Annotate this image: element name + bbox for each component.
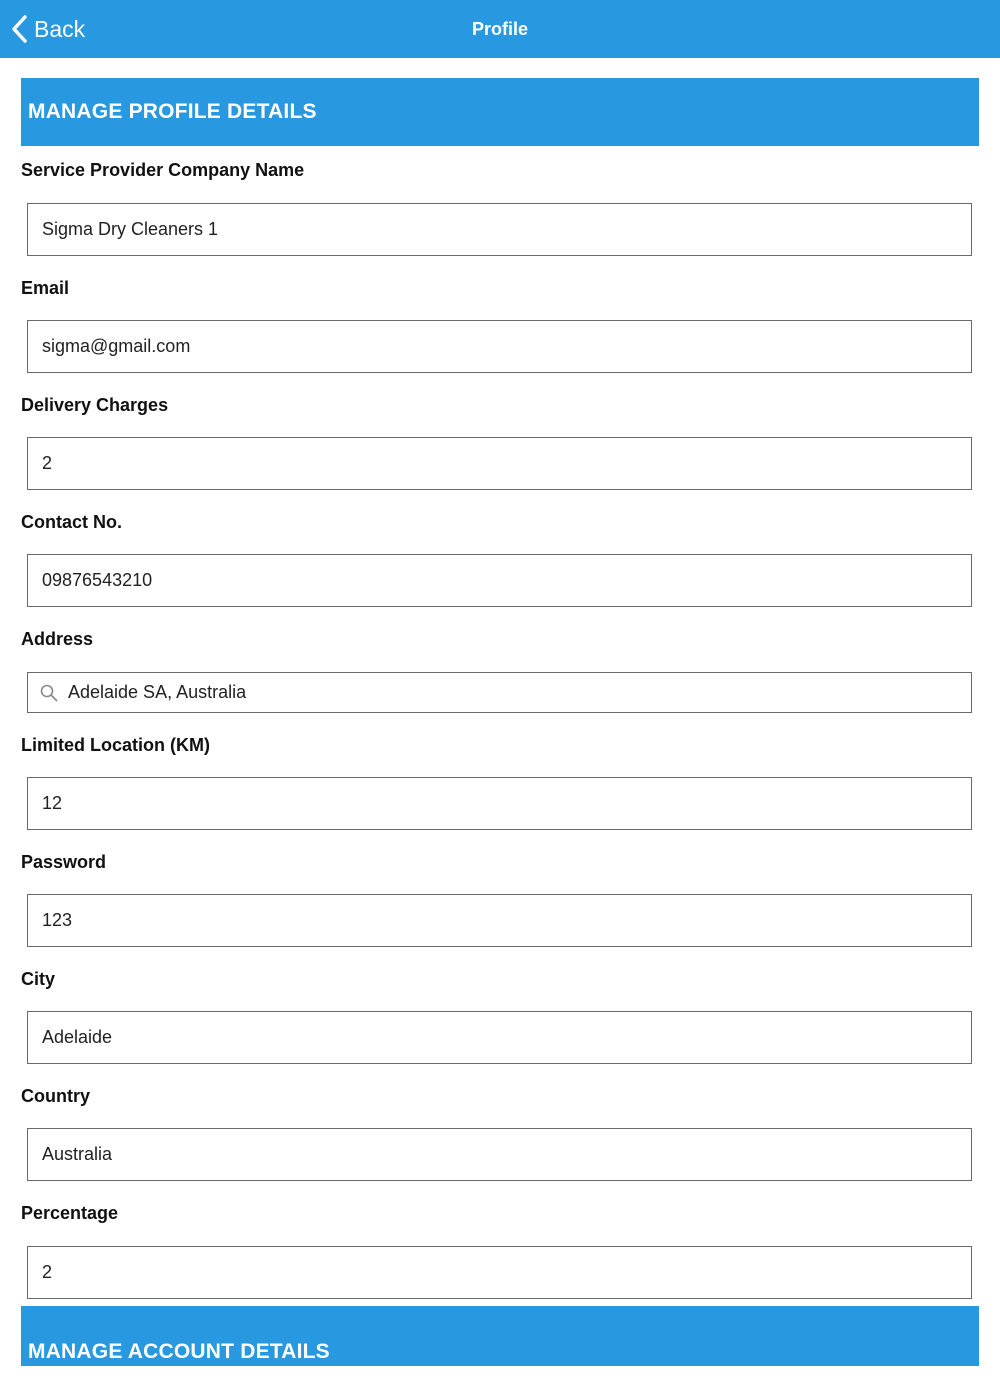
city-input[interactable] (27, 1011, 972, 1064)
company-name-label: Service Provider Company Name (21, 160, 305, 180)
delivery-charges-input[interactable] (27, 437, 972, 490)
search-icon (40, 684, 58, 702)
account-section-header (21, 1306, 979, 1366)
contact-no-value: 09876543210 (42, 570, 153, 590)
navigation-bar (0, 0, 1000, 58)
profile-section-title: MANAGE PROFILE DETAILS (28, 100, 317, 123)
address-value: Adelaide SA, Australia (68, 682, 247, 702)
percentage-value: 2 (42, 1262, 53, 1282)
contact-no-input[interactable] (27, 554, 972, 607)
address-label: Address (21, 629, 94, 649)
country-input[interactable] (27, 1128, 972, 1181)
percentage-label: Percentage (21, 1203, 119, 1223)
limited-location-value: 12 (42, 793, 63, 813)
profile-section-header (21, 78, 979, 146)
address-search-input[interactable] (27, 672, 972, 713)
percentage-input[interactable] (27, 1246, 972, 1299)
password-input[interactable] (27, 894, 972, 947)
email-value: sigma@gmail.com (42, 336, 191, 356)
page-title: Profile (471, 19, 528, 39)
delivery-charges-value: 2 (42, 453, 53, 473)
back-label: Back (34, 15, 86, 42)
city-value: Adelaide (42, 1027, 113, 1047)
email-label: Email (21, 278, 70, 298)
password-label: Password (21, 852, 107, 872)
contact-no-label: Contact No. (21, 512, 122, 532)
account-section-title: MANAGE ACCOUNT DETAILS (28, 1340, 330, 1363)
city-label: City (21, 969, 56, 989)
country-label: Country (21, 1086, 90, 1106)
company-name-input[interactable] (27, 203, 972, 256)
password-value: 123 (42, 910, 73, 930)
delivery-charges-label: Delivery Charges (21, 395, 169, 415)
email-input[interactable] (27, 320, 972, 373)
limited-location-label: Limited Location (KM) (21, 735, 210, 755)
limited-location-input[interactable] (27, 777, 972, 830)
country-value: Australia (42, 1144, 113, 1164)
company-name-value: Sigma Dry Cleaners 1 (42, 219, 219, 239)
